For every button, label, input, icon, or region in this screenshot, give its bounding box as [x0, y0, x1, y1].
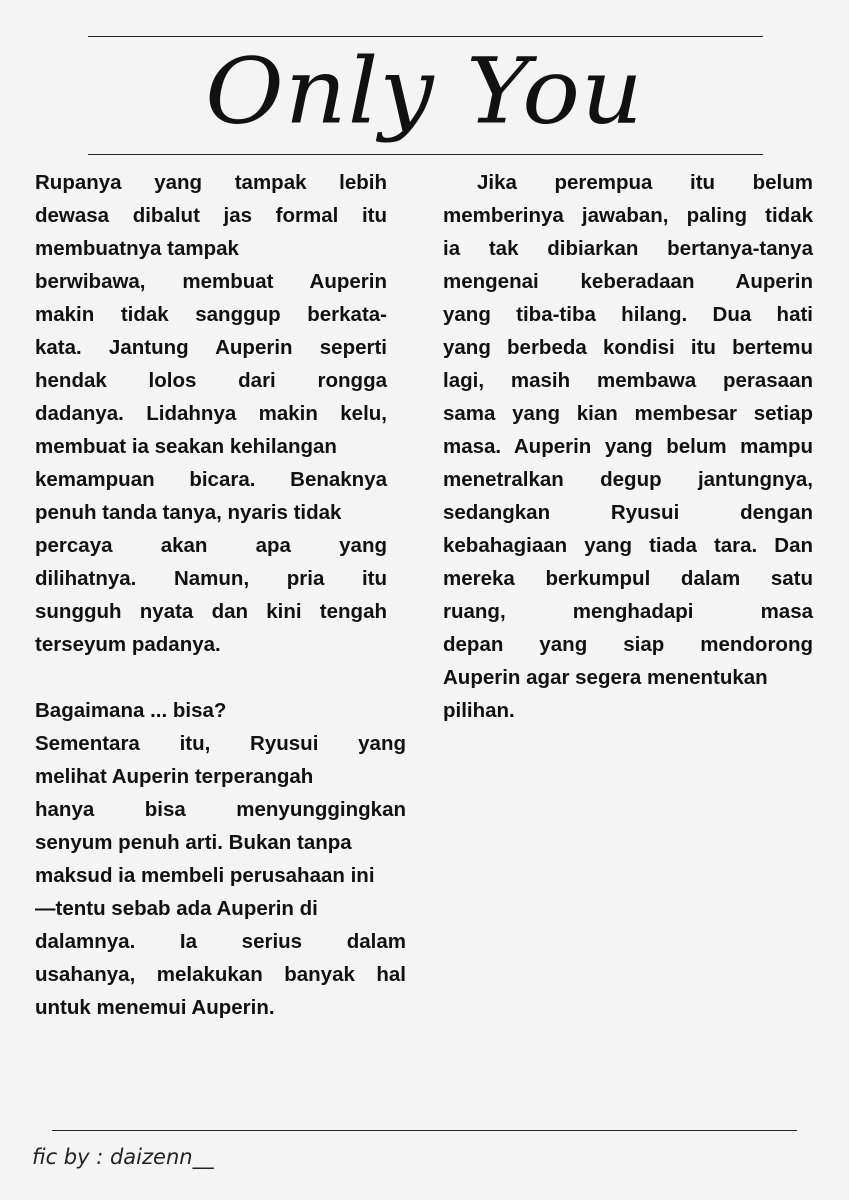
text-line: membuat ia seakan kehilangan [35, 435, 337, 458]
text-line: kemampuan bicara. Benaknya [35, 468, 387, 491]
text-line: yang berbeda kondisi itu bertemu [443, 336, 813, 359]
text-line: masa. Auperin yang belum mampu [443, 435, 813, 458]
text-line: dalamnya. Ia serius dalam [35, 930, 406, 953]
text-line: Bagaimana ... bisa? [35, 699, 227, 722]
text-line: Rupanya yang tampak lebih [35, 171, 387, 194]
text-line: mereka berkumpul dalam satu [443, 567, 813, 590]
right-column [443, 166, 813, 727]
text-line: memberinya jawaban, paling tidak [443, 204, 813, 227]
text-line: kebahagiaan yang tiada tara. Dan [443, 534, 813, 557]
text-line: usahanya, melakukan banyak hal [35, 963, 406, 986]
text-line: ia tak dibiarkan bertanya-tanya [443, 237, 813, 260]
left-paragraph-1 [35, 166, 387, 661]
text-line: dewasa dibalut jas formal itu [35, 204, 387, 227]
text-line: sedangkan Ryusui dengan [443, 501, 813, 524]
text-line: membuatnya tampak [35, 237, 239, 260]
left-paragraph-2 [35, 694, 406, 1024]
text-line: melihat Auperin terperangah [35, 765, 314, 788]
text-line: maksud ia membeli perusahaan ini [35, 864, 375, 887]
text-line: senyum penuh arti. Bukan tanpa [35, 831, 352, 854]
text-line: terseyum padanya. [35, 633, 221, 656]
footer-divider [52, 1130, 797, 1131]
text-line: hanya bisa menyunggingkan [35, 798, 406, 821]
text-line: sama yang kian membesar setiap [443, 402, 813, 425]
text-line: penuh tanda tanya, nyaris tidak [35, 501, 342, 524]
text-line: kata. Jantung Auperin seperti [35, 336, 387, 359]
text-line: pilihan. [443, 699, 515, 722]
text-line: lagi, masih membawa perasaan [443, 369, 813, 392]
text-line: hendak lolos dari rongga [35, 369, 387, 392]
text-line: Auperin agar segera menentukan [443, 666, 768, 689]
text-line: makin tidak sanggup berkata- [35, 303, 387, 326]
page-title: Only You [205, 37, 644, 145]
text-line: Jika perempua itu belum [477, 171, 813, 194]
text-line: depan yang siap mendorong [443, 633, 813, 656]
text-line: menetralkan degup jantungnya, [443, 468, 813, 491]
title-divider [88, 154, 763, 155]
text-line: ruang, menghadapi masa [443, 600, 813, 623]
text-line: percaya akan apa yang [35, 534, 387, 557]
text-line: berwibawa, membuat Auperin [35, 270, 387, 293]
text-line: mengenai keberadaan Auperin [443, 270, 813, 293]
left-column [35, 166, 406, 1024]
right-paragraph-1 [443, 166, 813, 727]
text-line: yang tiba-tiba hilang. Dua hati [443, 303, 813, 326]
text-line: Sementara itu, Ryusui yang [35, 732, 406, 755]
author-credit: fic by : daizenn__ [32, 1145, 214, 1169]
text-line: dadanya. Lidahnya makin kelu, [35, 402, 387, 425]
text-line: sungguh nyata dan kini tengah [35, 600, 387, 623]
text-line: —tentu sebab ada Auperin di [35, 897, 318, 920]
text-line: untuk menemui Auperin. [35, 996, 275, 1019]
text-line: dilihatnya. Namun, pria itu [35, 567, 387, 590]
